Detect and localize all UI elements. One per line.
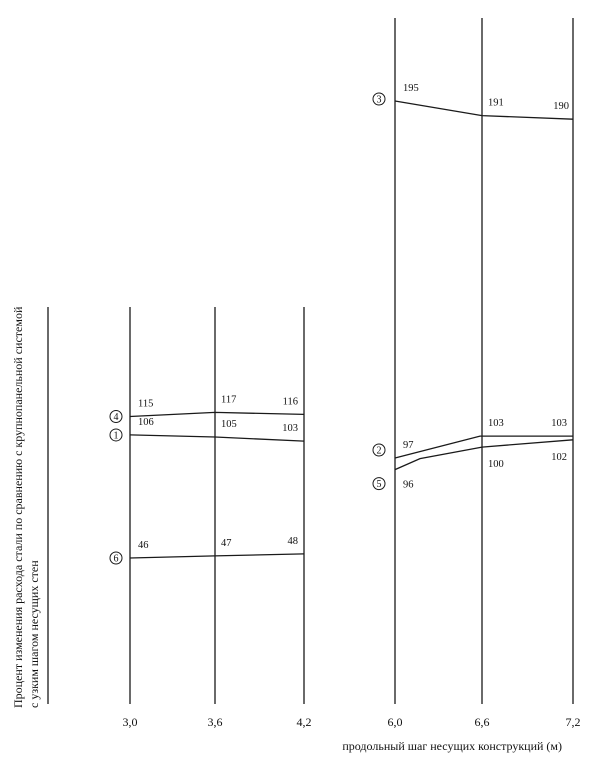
series-markers [110, 93, 385, 565]
data-label: 100 [488, 459, 504, 471]
data-label: 102 [551, 451, 567, 463]
data-label: 103 [551, 418, 567, 430]
data-label: 115 [138, 398, 154, 410]
value-labels [138, 83, 569, 551]
series-marker-3 [373, 93, 385, 106]
data-label: 97 [403, 440, 414, 451]
data-label: 48 [287, 535, 298, 547]
data-label: 105 [221, 419, 237, 430]
y-axis-label [11, 304, 41, 708]
series-line-3 [395, 101, 573, 119]
data-label: 191 [488, 97, 504, 109]
series-line-6 [130, 554, 304, 558]
data-label: 106 [138, 416, 154, 428]
data-label: 47 [221, 537, 232, 549]
y-axis-label-line-1: Процент изменения расхода стали по сравнению с крупнопанельной системой [11, 306, 25, 708]
series-marker-1 [110, 429, 122, 442]
x-tick-label: 3,0 [122, 715, 138, 729]
data-label: 96 [403, 479, 414, 491]
x-tick-label: 4,2 [296, 715, 312, 729]
marker-label: 2 [376, 445, 382, 457]
vertical-gridlines [48, 18, 573, 704]
series-line-5 [395, 440, 573, 470]
marker-label: 6 [113, 553, 119, 565]
x-tick-label: 7,2 [565, 715, 581, 729]
series-line-4 [130, 412, 304, 416]
x-tick-label: 3,6 [207, 715, 223, 729]
data-label: 46 [138, 540, 149, 551]
data-label: 103 [282, 423, 298, 435]
series-marker-4 [110, 410, 122, 423]
series-marker-6 [110, 552, 122, 565]
data-label: 103 [488, 418, 504, 430]
data-label: 195 [403, 83, 419, 94]
data-label: 190 [553, 101, 569, 113]
series-marker-2 [373, 444, 385, 457]
x-axis-label: продольный шаг несущих конструкций (м) [342, 739, 562, 753]
series-marker-5 [373, 478, 385, 491]
x-tick-label: 6,6 [474, 715, 490, 729]
y-axis-label-group [11, 304, 41, 708]
x-tick-label: 6,0 [387, 715, 403, 729]
series-line-1 [130, 435, 304, 441]
series-lines [130, 101, 573, 558]
marker-label: 3 [376, 94, 382, 106]
data-label: 117 [221, 394, 237, 406]
marker-label: 1 [113, 430, 119, 442]
marker-label: 5 [376, 479, 382, 491]
data-label: 116 [282, 396, 298, 408]
x-tick-labels [123, 715, 581, 729]
marker-label: 4 [113, 411, 119, 423]
y-axis-label-line-2: с узким шагом несущих стен [27, 560, 41, 708]
